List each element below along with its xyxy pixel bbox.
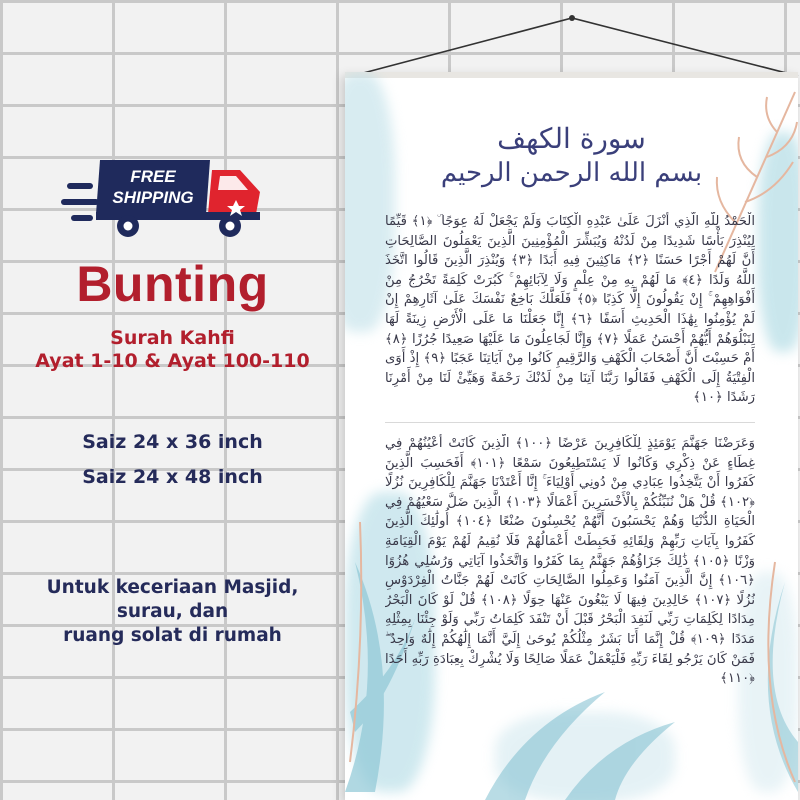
free-shipping-badge <box>60 148 270 243</box>
verses-1-10: الْحَمْدُ لِلَّهِ الَّذِي أَنْزَلَ عَلَىٰ عَبْدِهِ الْكِتَابَ وَلَمْ يَجْعَلْ لَهُ عِوَجًا ۜ ﴿١﴾ قَيِّمًا لِيُنْذِرَ بَأْسًا شَدِيدًا مِنْ لَدُنْهُ وَيُبَشِّرَ الْمُؤْمِنِينَ الَّذِينَ يَعْمَلُونَ الصَّالِحَاتِ أَنَّ لَهُمْ أَجْرًا حَسَنًا ﴿٢﴾ مَاكِثِينَ فِيهِ أَبَدًا ﴿٣﴾ وَيُنْذِرَ الَّذِينَ قَالُوا اتَّخَذَ اللَّهُ وَلَدًا ﴿٤﴾ مَا لَهُمْ بِهِ مِنْ عِلْمٍ وَلَا لِآبَائِهِمْ ۚ كَبُرَتْ كَلِمَةً تَخْرُجُ مِنْ أَفْوَاهِهِمْ ۚ إِنْ يَقُولُونَ إِلَّا كَذِبًا ﴿٥﴾ فَلَعَلَّكَ بَاخِعٌ نَفْسَكَ عَلَىٰ آثَارِهِمْ إِنْ لَمْ يُؤْمِنُوا بِهَٰذَا الْحَدِيثِ أَسَفًا ﴿٦﴾ إِنَّا جَعَلْنَا مَا عَلَى الْأَرْضِ زِينَةً لَهَا لِنَبْلُوَهُمْ أَيُّهُمْ أَحْسَنُ عَمَلًا ﴿٧﴾ وَإِنَّا لَجَاعِلُونَ مَا عَلَيْهَا صَعِيدًا جُرُزًا ﴿٨﴾ أَمْ حَسِبْتَ أَنَّ أَصْحَابَ الْكَهْفِ وَالرَّقِيمِ كَانُوا مِنْ آيَاتِنَا عَجَبًا ﴿٩﴾ إِذْ أَوَى الْفِتْيَةُ إِلَى الْكَهْفِ فَقَالُوا رَبَّنَا آتِنَا مِنْ لَدُنْكَ رَحْمَةً وَهَيِّئْ لَنَا مِنْ أَمْرِنَا رَشَدًا ﴿١٠﴾ <box>385 214 755 406</box>
verses-100-110: وَعَرَضْنَا جَهَنَّمَ يَوْمَئِذٍ لِلْكَافِرِينَ عَرْضًا ﴿١٠٠﴾ الَّذِينَ كَانَتْ أَعْيُنُهُمْ فِي غِطَاءٍ عَنْ ذِكْرِي وَكَانُوا لَا يَسْتَطِيعُونَ سَمْعًا ﴿١٠١﴾ أَفَحَسِبَ الَّذِينَ كَفَرُوا أَنْ يَتَّخِذُوا عِبَادِي مِنْ دُونِي أَوْلِيَاءَ ۚ إِنَّا أَعْتَدْنَا جَهَنَّمَ لِلْكَافِرِينَ نُزُلًا ﴿١٠٢﴾ قُلْ هَلْ نُنَبِّئُكُمْ بِالْأَخْسَرِينَ أَعْمَالًا ﴿١٠٣﴾ الَّذِينَ ضَلَّ سَعْيُهُمْ فِي الْحَيَاةِ الدُّنْيَا وَهُمْ يَحْسَبُونَ أَنَّهُمْ يُحْسِنُونَ صُنْعًا ﴿١٠٤﴾ أُولَٰئِكَ الَّذِينَ كَفَرُوا بِآيَاتِ رَبِّهِمْ وَلِقَائِهِ فَحَبِطَتْ أَعْمَالُهُمْ فَلَا نُقِيمُ لَهُمْ يَوْمَ الْقِيَامَةِ وَزْنًا ﴿١٠٥﴾ ذَٰلِكَ جَزَاؤُهُمْ جَهَنَّمُ بِمَا كَفَرُوا وَاتَّخَذُوا آيَاتِي وَرُسُلِي هُزُوًا ﴿١٠٦﴾ إِنَّ الَّذِينَ آمَنُوا وَعَمِلُوا الصَّالِحَاتِ كَانَتْ لَهُمْ جَنَّاتُ الْفِرْدَوْسِ نُزُلًا ﴿١٠٧﴾ خَالِدِينَ فِيهَا لَا يَبْغُونَ عَنْهَا حِوَلًا ﴿١٠٨﴾ قُلْ لَوْ كَانَ الْبَحْرُ مِدَادًا لِكَلِمَاتِ رَبِّي لَنَفِدَ الْبَحْرُ قَبْلَ أَنْ تَنْفَدَ كَلِمَاتُ رَبِّي وَلَوْ جِئْنَا بِمِثْلِهِ مَدَدًا ﴿١٠٩﴾ قُلْ إِنَّمَا أَنَا بَشَرٌ مِثْلُكُمْ يُوحَىٰ إِلَيَّ أَنَّمَا إِلَٰهُكُمْ إِلَٰهٌ وَاحِدٌ ۖ فَمَنْ كَانَ يَرْجُو لِقَاءَ رَبِّهِ فَلْيَعْمَلْ عَمَلًا صَالِحًا وَلَا يُشْرِكْ بِعِبَادَةِ رَبِّهِ أَحَدًا ﴿١١٠﴾ <box>385 436 755 687</box>
badge-line1: FREE <box>130 167 176 186</box>
section-divider <box>385 422 755 423</box>
product-subtitle-line1: Surah Kahfi <box>110 327 235 349</box>
surah-title: سورة الكهف <box>497 122 646 155</box>
description-line2: surau, dan <box>116 601 229 622</box>
bismillah: بسم الله الرحمن الرحيم <box>440 158 703 188</box>
badge-line2: SHIPPING <box>112 188 194 207</box>
product-subtitle-line2: Ayat 1-10 & Ayat 100-110 <box>35 350 310 372</box>
speed-lines-icon <box>64 186 96 218</box>
description-line3: ruang solat di rumah <box>63 625 282 646</box>
bunting-banner <box>345 72 798 800</box>
description-line1: Untuk keceriaan Masjid, <box>46 577 299 598</box>
banner-rod <box>345 72 798 78</box>
size-option-1: Saiz 24 x 36 inch <box>82 431 263 453</box>
product-title: Bunting <box>76 256 269 312</box>
size-option-2: Saiz 24 x 48 inch <box>82 466 263 488</box>
